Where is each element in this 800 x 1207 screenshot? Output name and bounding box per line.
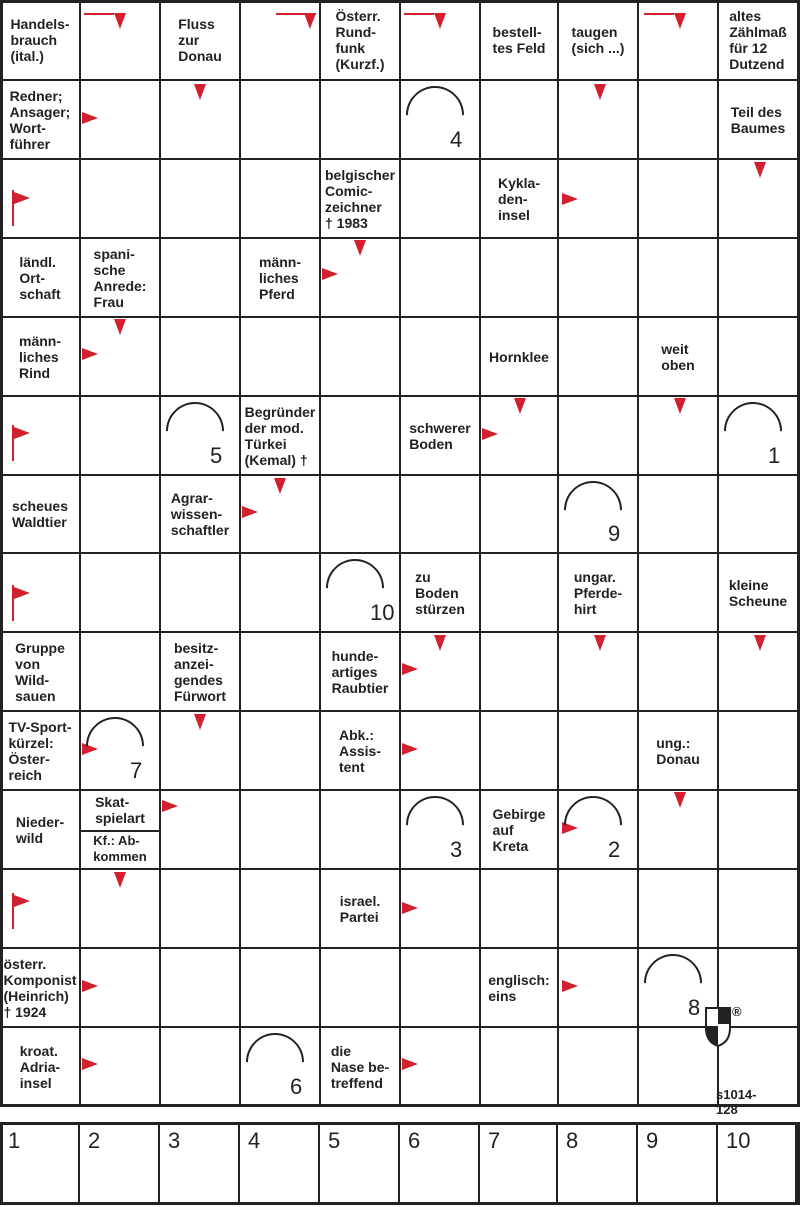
grid-cell[interactable]: [480, 711, 558, 790]
grid-cell[interactable]: [400, 159, 480, 238]
grid-cell[interactable]: [480, 553, 558, 632]
grid-line: [0, 474, 798, 476]
arrow-right-icon: [14, 587, 30, 599]
clue-oesterr-rundfunk: Österr. Rund- funk (Kurzf.): [320, 0, 400, 80]
grid-cell[interactable]: [240, 80, 320, 159]
clue-adriainsel: kroat. Adria- insel: [0, 1027, 80, 1106]
arrow-down-icon: [114, 13, 126, 29]
arrow-right-icon: [322, 268, 338, 280]
grid-line: [0, 789, 798, 791]
clue-abkommen: Kf.: Ab- kommen: [80, 830, 160, 870]
grid-cell[interactable]: [160, 948, 240, 1027]
grid-cell[interactable]: [80, 553, 160, 632]
grid-border: [0, 0, 800, 3]
grid-cell[interactable]: [160, 1027, 240, 1106]
registered-mark: ®: [732, 1004, 742, 1019]
clue-kleine-scheune: kleine Scheune: [718, 553, 798, 632]
grid-line: [0, 710, 798, 712]
grid-cell[interactable]: [160, 869, 240, 948]
clue-agrarwiss: Agrar- wissen- schaftler: [160, 475, 240, 553]
grid-cell[interactable]: [480, 869, 558, 948]
clue-begruender: Begründer der mod. Türkei (Kemal) †: [240, 396, 320, 475]
grid-cell[interactable]: [240, 711, 320, 790]
solution-circle-number: 1: [768, 443, 781, 468]
solution-cell-number: 2: [88, 1128, 101, 1153]
grid-cell[interactable]: [480, 632, 558, 711]
clue-komponist: österr. Komponist (Heinrich) † 1924: [0, 948, 80, 1027]
grid-cell[interactable]: [160, 553, 240, 632]
arrow-down-icon: [194, 84, 206, 100]
clue-tv-sportkuerzel: TV-Sport- kürzel: Öster- reich: [0, 711, 80, 790]
clue-maennl-pferd: männ- liches Pferd: [240, 238, 320, 317]
arrow-down-icon: [594, 84, 606, 100]
arrow-right-icon: [82, 980, 98, 992]
grid-cell[interactable]: [480, 1027, 558, 1106]
grid-cell[interactable]: [558, 1027, 638, 1106]
arrow-right-icon: [402, 743, 418, 755]
solution-circle-number: 3: [450, 837, 463, 862]
solution-cell-number: 8: [566, 1128, 579, 1153]
arrow-right-icon: [402, 663, 418, 675]
grid-cell[interactable]: [480, 238, 558, 317]
grid-line: [0, 1026, 798, 1028]
grid-cell[interactable]: [80, 159, 160, 238]
solution-circle-number: 4: [450, 127, 463, 152]
arrow-down-icon: [434, 13, 446, 29]
grid-cell[interactable]: [638, 869, 718, 948]
arrow-right-icon: [562, 193, 578, 205]
clue-niederwild: Nieder- wild: [0, 790, 80, 869]
solution-cell-number: 5: [328, 1128, 341, 1153]
clue-israel-partei: israel. Partei: [320, 869, 400, 948]
grid-cell[interactable]: [240, 869, 320, 948]
clue-comiczeichner: belgischer Comic- zeichner † 1983: [320, 159, 400, 238]
grid-line: [0, 552, 798, 554]
clue-fluss: Fluss zur Donau: [160, 0, 240, 80]
grid-line: [0, 947, 798, 949]
grid-cell[interactable]: [160, 159, 240, 238]
grid-cell[interactable]: [400, 238, 480, 317]
clue-weit-oben: weit oben: [638, 317, 718, 396]
grid-cell[interactable]: [160, 238, 240, 317]
grid-cell[interactable]: [320, 475, 400, 553]
clue-skatspielart: Skat- spielart: [80, 790, 160, 830]
clue-laendl-ortschaft: ländl. Ort- schaft: [0, 238, 80, 317]
clue-kykladeninsel: Kykla- den- insel: [480, 159, 558, 238]
grid-cell[interactable]: [558, 711, 638, 790]
arrow-right-icon: [562, 980, 578, 992]
grid-cell[interactable]: [240, 159, 320, 238]
arrow-right-icon: [402, 902, 418, 914]
grid-line: [0, 79, 798, 81]
grid-cell[interactable]: [240, 790, 320, 869]
solution-cell-number: 10: [726, 1128, 751, 1153]
grid-cell[interactable]: [240, 0, 320, 80]
clue-handelsbrauch: Handels- brauch (ital.): [0, 0, 80, 80]
solution-cell-number: 3: [168, 1128, 181, 1153]
grid-cell[interactable]: [718, 711, 798, 790]
arrow-right-icon: [402, 1058, 418, 1070]
arrow-right-icon: [482, 428, 498, 440]
grid-cell[interactable]: [558, 317, 638, 396]
clue-pferdehirt: ungar. Pferde- hirt: [558, 553, 638, 632]
clue-taugen: taugen (sich ...): [558, 0, 638, 80]
clue-gruppe-wildsauen: Gruppe von Wild- sauen: [0, 632, 80, 711]
grid-cell[interactable]: [718, 869, 798, 948]
solution-circle-number: 7: [130, 758, 143, 783]
arrow-down-icon: [674, 792, 686, 808]
clue-bestelltes-feld: bestell- tes Feld: [480, 0, 558, 80]
grid-cell[interactable]: [240, 317, 320, 396]
grid-cell[interactable]: [638, 0, 718, 80]
clue-englisch-eins: englisch: eins: [480, 948, 558, 1027]
grid-cell[interactable]: [320, 396, 400, 475]
grid-line: [0, 316, 798, 318]
arrow-down-icon: [114, 319, 126, 335]
arrow-down-icon: [674, 13, 686, 29]
clue-gebirge-kreta: Gebirge auf Kreta: [480, 790, 558, 869]
grid-cell[interactable]: [320, 790, 400, 869]
grid-cell[interactable]: [558, 869, 638, 948]
grid-line: [0, 631, 798, 633]
solution-cell-number: 4: [248, 1128, 261, 1153]
arrow-right-icon: [82, 348, 98, 360]
grid-cell[interactable]: [638, 475, 718, 553]
clue-hornklee: Hornklee: [480, 317, 558, 396]
solution-cell-number: 9: [646, 1128, 659, 1153]
arrow-stem: [644, 13, 674, 15]
arrow-right-icon: [14, 427, 30, 439]
solution-circle-number: 2: [608, 837, 621, 862]
solution-cell-number: 1: [8, 1128, 21, 1153]
arrow-right-icon: [242, 506, 258, 518]
grid-cell[interactable]: [240, 948, 320, 1027]
arrow-right-icon: [14, 192, 30, 204]
arrow-down-icon: [274, 478, 286, 494]
grid-cell[interactable]: [240, 553, 320, 632]
grid-cell[interactable]: [718, 317, 798, 396]
grid-cell[interactable]: [638, 159, 718, 238]
grid-cell[interactable]: [718, 475, 798, 553]
clue-raubtier: hunde- artiges Raubtier: [320, 632, 400, 711]
grid-border: [0, 0, 3, 1106]
grid-cell[interactable]: [480, 475, 558, 553]
grid-cell[interactable]: [718, 238, 798, 317]
clue-divider: [80, 830, 160, 832]
solution-circle-number: 10: [370, 600, 395, 625]
clue-schwerer-boden: schwerer Boden: [400, 396, 480, 475]
grid-cell[interactable]: [718, 790, 798, 869]
clue-altes-zaehlmass: altes Zählmaß für 12 Dutzend: [718, 0, 798, 80]
grid-cell[interactable]: [320, 80, 400, 159]
grid-cell[interactable]: [80, 475, 160, 553]
grid-cell[interactable]: [80, 396, 160, 475]
clue-assistent: Abk.: Assis- tent: [320, 711, 400, 790]
clue-nase: die Nase be- treffend: [320, 1027, 400, 1106]
clue-fuerwort: besitz- anzei- gendes Fürwort: [160, 632, 240, 711]
grid-cell[interactable]: [320, 317, 400, 396]
clue-donau: ung.: Donau: [638, 711, 718, 790]
arrow-down-icon: [354, 240, 366, 256]
grid-cell[interactable]: [638, 238, 718, 317]
solution-circle-number: 5: [210, 443, 223, 468]
grid-line: [0, 158, 798, 160]
arrow-down-icon: [114, 872, 126, 888]
grid-line: [0, 395, 798, 397]
grid-border: [0, 1104, 800, 1107]
grid-cell[interactable]: [400, 948, 480, 1027]
grid-cell[interactable]: [400, 317, 480, 396]
arrow-down-icon: [514, 398, 526, 414]
solution-circle-number: 9: [608, 521, 621, 546]
arrow-stem: [404, 13, 434, 15]
clue-scheues-waldtier: scheues Waldtier: [0, 475, 80, 553]
clue-teil-baum: Teil des Baumes: [718, 80, 798, 159]
arrow-down-icon: [194, 714, 206, 730]
arrow-down-icon: [674, 398, 686, 414]
arrow-right-icon: [82, 1058, 98, 1070]
grid-cell[interactable]: [80, 632, 160, 711]
solution-circle-number: 6: [290, 1074, 303, 1099]
arrow-down-icon: [754, 635, 766, 651]
grid-cell[interactable]: [80, 0, 160, 80]
grid-cell[interactable]: [160, 317, 240, 396]
grid-cell[interactable]: [240, 632, 320, 711]
grid-cell[interactable]: [558, 238, 638, 317]
arrow-down-icon: [754, 162, 766, 178]
clue-redner: Redner; Ansager; Wort- führer: [0, 80, 80, 159]
solution-circle-number: 8: [688, 995, 701, 1020]
grid-cell[interactable]: [480, 80, 558, 159]
solution-cell-number: 7: [488, 1128, 501, 1153]
grid-cell[interactable]: [558, 396, 638, 475]
arrow-right-icon: [162, 800, 178, 812]
solution-cell-number: 6: [408, 1128, 421, 1153]
arrow-down-icon: [434, 635, 446, 651]
clue-maennl-rind: männ- liches Rind: [0, 317, 80, 396]
grid-cell[interactable]: [638, 632, 718, 711]
arrow-right-icon: [14, 895, 30, 907]
grid-cell[interactable]: [400, 0, 480, 80]
arrow-down-icon: [594, 635, 606, 651]
grid-cell[interactable]: [638, 553, 718, 632]
arrow-stem: [84, 13, 114, 15]
publisher-shield-icon: [704, 1006, 732, 1048]
arrow-right-icon: [82, 112, 98, 124]
grid-line: [0, 868, 798, 870]
clue-spanische-anrede: spani- sche Anrede: Frau: [80, 238, 160, 317]
puzzle-code: s1014-128: [716, 1087, 757, 1117]
grid-line: [0, 237, 798, 239]
grid-cell[interactable]: [320, 948, 400, 1027]
grid-cell[interactable]: [400, 475, 480, 553]
grid-cell[interactable]: [638, 80, 718, 159]
arrow-down-icon: [304, 13, 316, 29]
clue-zu-boden: zu Boden stürzen: [400, 553, 480, 632]
